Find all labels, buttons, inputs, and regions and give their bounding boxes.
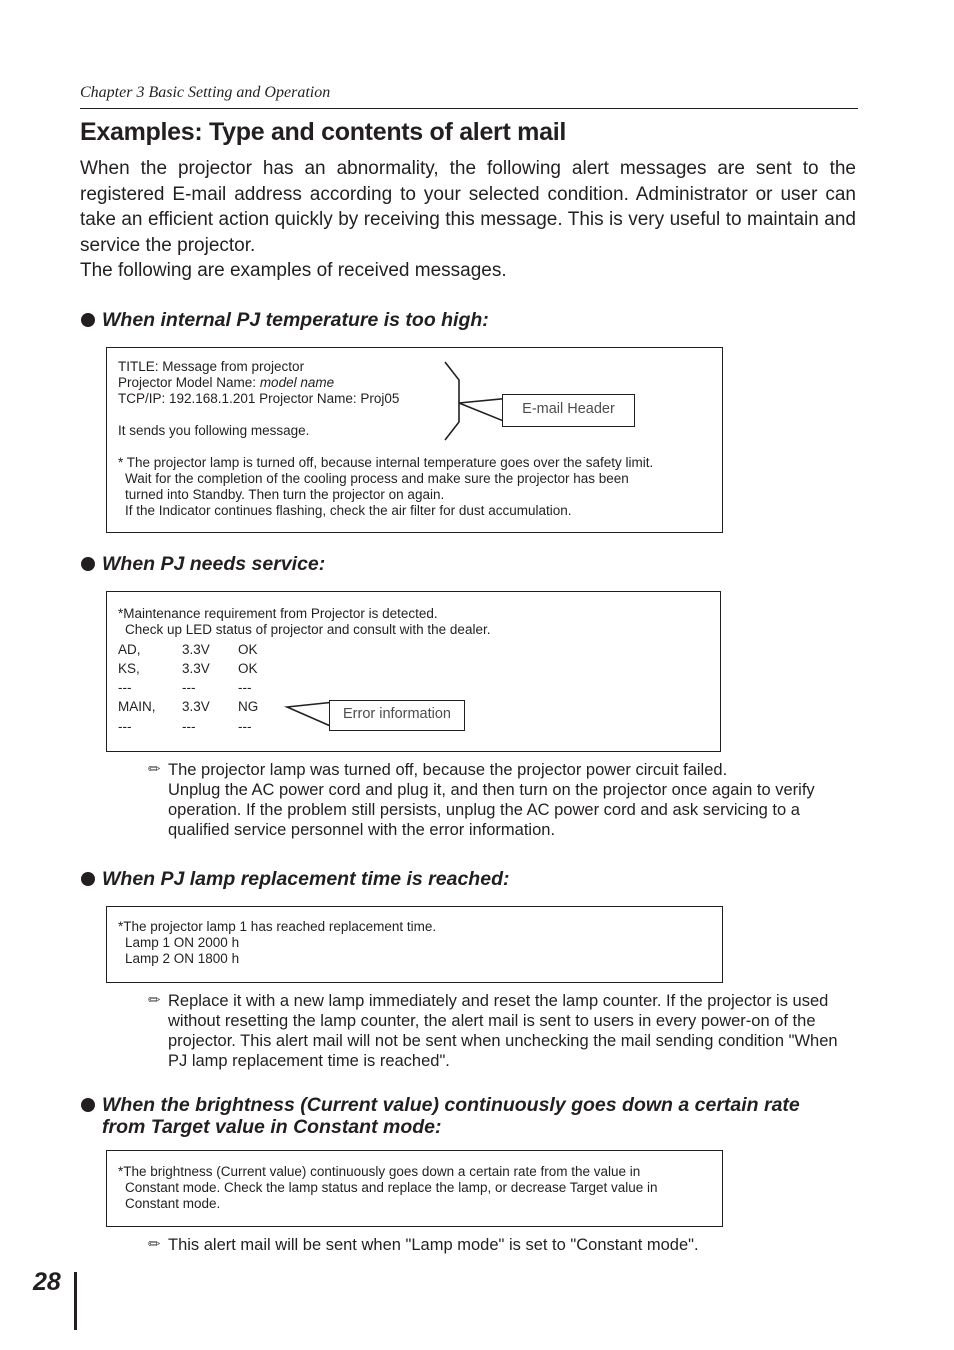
- mail-line: Wait for the completion of the cooling process and make sure the projector has been: [125, 471, 629, 486]
- mail-line: Constant mode. Check the lamp status and replace the lamp, or decrease Target value in: [125, 1180, 658, 1195]
- page-title: Examples: Type and contents of alert mail: [80, 118, 566, 146]
- table-cell: ---: [238, 680, 252, 695]
- table-cell: ---: [182, 680, 196, 695]
- section-heading-brightness: [80, 1094, 840, 1138]
- bullet-icon: [81, 1098, 95, 1112]
- mail-example-brightness: [106, 1150, 723, 1227]
- mail-line: *Maintenance requirement from Projector is detected.: [118, 606, 438, 621]
- note-text: Replace it with a new lamp immediately and reset the lamp counter. If the projector is used without resetting the lamp counter, the alert mail is sent to users in every power-on of the projector. This alert mail will not be sent when unchecking the mail sending condition "When PJ lamp replacement time is reached".: [168, 992, 838, 1070]
- mail-line: If the Indicator continues flashing, check the air filter for dust accumulation.: [125, 503, 572, 518]
- table-cell: 3.3V: [182, 661, 210, 676]
- mail-line: Constant mode.: [125, 1196, 221, 1211]
- mail-example-service: [106, 591, 721, 752]
- note-text: The projector lamp was turned off, because the projector power circuit failed.: [168, 761, 728, 779]
- section-heading-text: When the brightness (Current value) continuously goes down a certain rate from Target value in Constant mode:: [102, 1094, 800, 1138]
- bullet-icon: [81, 557, 95, 571]
- mail-line: turned into Standby. Then turn the projector on again.: [125, 487, 445, 502]
- pencil-icon: ✏: [148, 761, 161, 778]
- section-heading-text: When internal PJ temperature is too high:: [102, 309, 489, 331]
- header-rule: [80, 108, 858, 109]
- table-cell: OK: [238, 642, 258, 657]
- mail-label: Projector Model Name:: [118, 375, 260, 390]
- chapter-header: Chapter 3 Basic Setting and Operation: [80, 84, 331, 101]
- intro-text: [80, 156, 856, 284]
- mail-line: TCP/IP: 192.168.1.201 Projector Name: Proj05: [118, 391, 400, 406]
- bullet-icon: [81, 313, 95, 327]
- page-number-bar: [74, 1272, 77, 1330]
- mail-line: *The brightness (Current value) continuously goes down a certain rate from the value in: [118, 1164, 641, 1179]
- bullet-icon: [81, 872, 95, 886]
- mail-example-lamp: [106, 906, 723, 983]
- mail-line: * The projector lamp is turned off, because internal temperature goes over the safety limit.: [118, 455, 654, 470]
- table-cell: ---: [118, 719, 132, 734]
- mail-line: *The projector lamp 1 has reached replacement time.: [118, 919, 437, 934]
- note-text: This alert mail will be sent when "Lamp mode" is set to "Constant mode".: [168, 1236, 699, 1254]
- intro-paragraph: The following are examples of received messages.: [80, 260, 507, 281]
- note-brightness: [148, 1235, 848, 1255]
- section-heading-temperature: [80, 309, 489, 331]
- mail-line: [118, 375, 334, 391]
- note-text: Unplug the AC power cord and plug it, and then turn on the projector once again to verify operation. If the problem still persists, unplug the AC power cord and ask servicing to a qualified service personnel with the error information.: [168, 781, 815, 839]
- mail-line: Check up LED status of projector and consult with the dealer.: [125, 622, 491, 637]
- section-heading-text: When PJ needs service:: [102, 553, 326, 575]
- table-cell: AD,: [118, 642, 141, 657]
- email-header-callout: E-mail Header: [502, 394, 635, 427]
- note-service: [148, 760, 848, 840]
- section-heading-text: When PJ lamp replacement time is reached:: [102, 868, 510, 890]
- table-cell: 3.3V: [182, 699, 210, 714]
- table-cell: NG: [238, 699, 259, 714]
- section-heading-service: [80, 553, 325, 575]
- mail-line: TITLE: Message from projector: [118, 359, 305, 374]
- error-information-callout: Error information: [329, 700, 465, 731]
- mail-example-temperature: [106, 347, 723, 533]
- table-cell: 3.3V: [182, 642, 210, 657]
- table-cell: MAIN,: [118, 699, 156, 714]
- pencil-icon: ✏: [148, 992, 161, 1009]
- mail-line: It sends you following message.: [118, 423, 310, 438]
- table-cell: OK: [238, 661, 258, 676]
- mail-line: Lamp 1 ON 2000 h: [125, 935, 240, 950]
- table-cell: ---: [238, 719, 252, 734]
- table-cell: KS,: [118, 661, 140, 676]
- section-heading-lamp-replacement: [80, 868, 509, 890]
- pencil-icon: ✏: [148, 1236, 161, 1253]
- table-cell: ---: [182, 719, 196, 734]
- intro-paragraph: When the projector has an abnormality, the following alert messages are sent to the registered E-mail address according to your selected condition. Administrator or user can take an efficient action quickly by receiving this message. This is very useful to maintain and service the projector.: [80, 158, 856, 256]
- page-number: 28: [33, 1268, 61, 1296]
- note-lamp: [148, 991, 838, 1071]
- mail-value: model name: [259, 375, 335, 390]
- mail-line: Lamp 2 ON 1800 h: [125, 951, 240, 966]
- table-cell: ---: [118, 680, 132, 695]
